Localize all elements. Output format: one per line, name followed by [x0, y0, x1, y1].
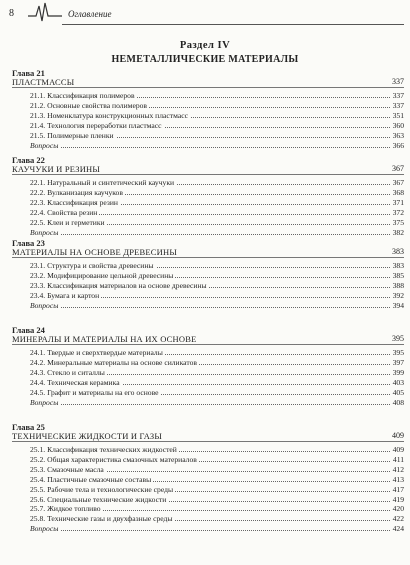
chapter-label: Глава 22 [12, 155, 45, 165]
entry-title: 25.5. Рабочие тела и технологические среды [30, 484, 174, 494]
entry-page-number: 371 [392, 197, 404, 207]
questions-entry[interactable] [12, 301, 404, 310]
toc-entry[interactable] [12, 368, 404, 377]
toc-entry[interactable] [12, 465, 404, 474]
section-label: Раздел IV [179, 40, 231, 51]
entry-title: Вопросы [30, 140, 59, 150]
toc-entry[interactable] [12, 188, 404, 197]
questions-entry[interactable] [12, 398, 404, 407]
dot-leader [30, 404, 390, 405]
dot-leader [30, 234, 390, 235]
chapter-title[interactable]: МИНЕРАЛЫ И МАТЕРИАЛЫ НА ИХ ОСНОВЕ [12, 334, 197, 344]
toc-entry[interactable] [12, 348, 404, 357]
chapter-page-number: 383 [392, 247, 404, 256]
chapter-label: Глава 24 [12, 325, 45, 335]
dot-leader [30, 307, 390, 308]
entry-title: 25.7. Жидкое топливо [30, 504, 101, 514]
entry-title: 23.1. Структура и свойства древесины [30, 261, 154, 270]
entry-title: 22.3. Классификация резин [30, 197, 118, 207]
toc-entry[interactable] [12, 378, 404, 387]
chapter-title[interactable]: КАУЧУКИ И РЕЗИНЫ [12, 164, 100, 174]
toc-entry[interactable] [12, 514, 404, 523]
toc-entry[interactable] [12, 445, 404, 454]
entry-title: 25.2. Общая характеристика смазочных материалов [30, 454, 197, 464]
chapter-page-number: 409 [392, 431, 404, 440]
questions-entry[interactable] [12, 524, 404, 533]
entry-page-number: 368 [392, 187, 404, 197]
chapter-rule [12, 87, 404, 88]
chapter-rule [12, 257, 404, 258]
header-title: Оглавление [68, 9, 112, 19]
entry-page-number: 411 [392, 454, 404, 464]
entry-page-number: 397 [392, 357, 404, 367]
chapter-title[interactable]: ТЕХНИЧЕСКИЕ ЖИДКОСТИ И ГАЗЫ [12, 431, 162, 441]
entry-page-number: 413 [392, 474, 404, 484]
entry-page-number: 412 [392, 464, 404, 474]
entry-title: 25.8. Технические газы и двухфазные среды [30, 514, 173, 524]
chapter-rule [12, 344, 404, 345]
chapter-rule [12, 174, 404, 175]
entry-title: 24.4. Техническая керамика [30, 377, 120, 387]
chapter-page-number: 367 [392, 164, 404, 173]
chapter-label: Глава 23 [12, 238, 45, 248]
entry-title: 24.3. Стекло и ситаллы [30, 367, 105, 377]
entry-title: 25.3. Смазочные масла [30, 464, 104, 474]
toc-entry[interactable] [12, 455, 404, 464]
entry-page-number: 382 [392, 227, 404, 237]
entry-page-number: 385 [392, 270, 404, 280]
toc-entry[interactable] [12, 91, 404, 100]
toc-entry[interactable] [12, 261, 404, 270]
chapter-label: Глава 25 [12, 422, 45, 432]
toc-entry[interactable] [12, 504, 404, 513]
entry-title: 22.2. Вулканизация каучуков [30, 187, 123, 197]
entry-page-number: 409 [392, 445, 404, 454]
chapter-title[interactable]: МАТЕРИАЛЫ НА ОСНОВЕ ДРЕВЕСИНЫ [12, 247, 177, 257]
questions-entry[interactable] [12, 228, 404, 237]
entry-page-number: 395 [392, 348, 404, 357]
entry-title: 21.4. Технология переработки пластмасс [30, 120, 162, 130]
entry-title: 22.4. Свойства резин [30, 207, 98, 217]
toc-entry[interactable] [12, 358, 404, 367]
entry-page-number: 351 [392, 110, 404, 120]
entry-title: 21.2. Основные свойства полимеров [30, 100, 147, 110]
entry-title: 23.4. Бумага и картон [30, 290, 100, 300]
entry-page-number: 403 [392, 377, 404, 387]
entry-title: 21.5. Полимерные пленки [30, 130, 114, 140]
toc-entry[interactable] [12, 495, 404, 504]
page-number: 8 [9, 8, 14, 19]
entry-page-number: 417 [392, 484, 404, 494]
header-rule [62, 24, 404, 25]
entry-page-number: 372 [392, 207, 404, 217]
entry-page-number: 363 [392, 130, 404, 140]
toc-entry[interactable] [12, 485, 404, 494]
chapter-rule [12, 441, 404, 442]
entry-page-number: 408 [392, 397, 404, 407]
entry-title: 25.1. Классификация технических жидкостей [30, 445, 177, 454]
toc-entry[interactable] [12, 121, 404, 130]
entry-page-number: 337 [392, 91, 404, 100]
questions-entry[interactable] [12, 141, 404, 150]
entry-page-number: 360 [392, 120, 404, 130]
entry-title: 24.2. Минеральные материалы на основе силикатов [30, 357, 197, 367]
toc-entry[interactable] [12, 388, 404, 397]
toc-entry[interactable] [12, 291, 404, 300]
entry-title: 23.2. Модифицирование цельной древесины [30, 270, 174, 280]
chapter-page-number: 337 [392, 77, 404, 86]
entry-title: 21.1. Классификация полимеров [30, 91, 135, 100]
entry-page-number: 405 [392, 387, 404, 397]
toc-entry[interactable] [12, 281, 404, 290]
entry-page-number: 399 [392, 367, 404, 377]
entry-page-number: 366 [392, 140, 404, 150]
entry-title: Вопросы [30, 524, 59, 534]
entry-page-number: 420 [392, 504, 404, 514]
toc-entry[interactable] [12, 208, 404, 217]
entry-title: 25.6. Специальные технические жидкости [30, 494, 167, 504]
entry-page-number: 375 [392, 217, 404, 227]
toc-entry[interactable] [12, 178, 404, 187]
dot-leader [30, 147, 390, 148]
entry-page-number: 367 [392, 178, 404, 187]
chapter-label: Глава 21 [12, 68, 45, 78]
toc-entry[interactable] [12, 271, 404, 280]
entry-title: 25.4. Пластичные смазочные составы [30, 474, 152, 484]
entry-title: Вопросы [30, 397, 59, 407]
toc-entry[interactable] [12, 111, 404, 120]
chapter-title[interactable]: ПЛАСТМАССЫ [12, 77, 75, 87]
entry-page-number: 419 [392, 494, 404, 504]
entry-title: Вопросы [30, 300, 59, 310]
entry-page-number: 392 [392, 290, 404, 300]
entry-title: 22.1. Натуральный и синтетический каучуки [30, 178, 175, 187]
toc-entry[interactable] [12, 198, 404, 207]
entry-page-number: 337 [392, 100, 404, 110]
toc-entry[interactable] [12, 475, 404, 484]
running-header [6, 2, 404, 24]
entry-title: 23.3. Классификация материалов на основе древесины [30, 280, 207, 290]
entry-title: 24.5. Графит и материалы на его основе [30, 387, 159, 397]
toc-entry[interactable] [12, 131, 404, 140]
toc-entry[interactable] [12, 218, 404, 227]
entry-title: 22.5. Клеи и герметики [30, 217, 105, 227]
entry-title: 21.3. Номенклатура конструкционных пластмасс [30, 110, 188, 120]
entry-page-number: 394 [392, 300, 404, 310]
section-title: НЕМЕТАЛЛИЧЕСКИЕ МАТЕРИАЛЫ [111, 54, 299, 65]
entry-page-number: 424 [392, 524, 404, 534]
entry-title: 24.1. Твердые и сверхтвердые материалы [30, 348, 163, 357]
heartbeat-icon [28, 2, 62, 22]
toc-entry[interactable] [12, 101, 404, 110]
chapter-page-number: 395 [392, 334, 404, 343]
dot-leader [30, 530, 390, 531]
entry-page-number: 388 [392, 280, 404, 290]
entry-page-number: 422 [392, 514, 404, 524]
entry-title: Вопросы [30, 227, 59, 237]
entry-page-number: 383 [392, 261, 404, 270]
